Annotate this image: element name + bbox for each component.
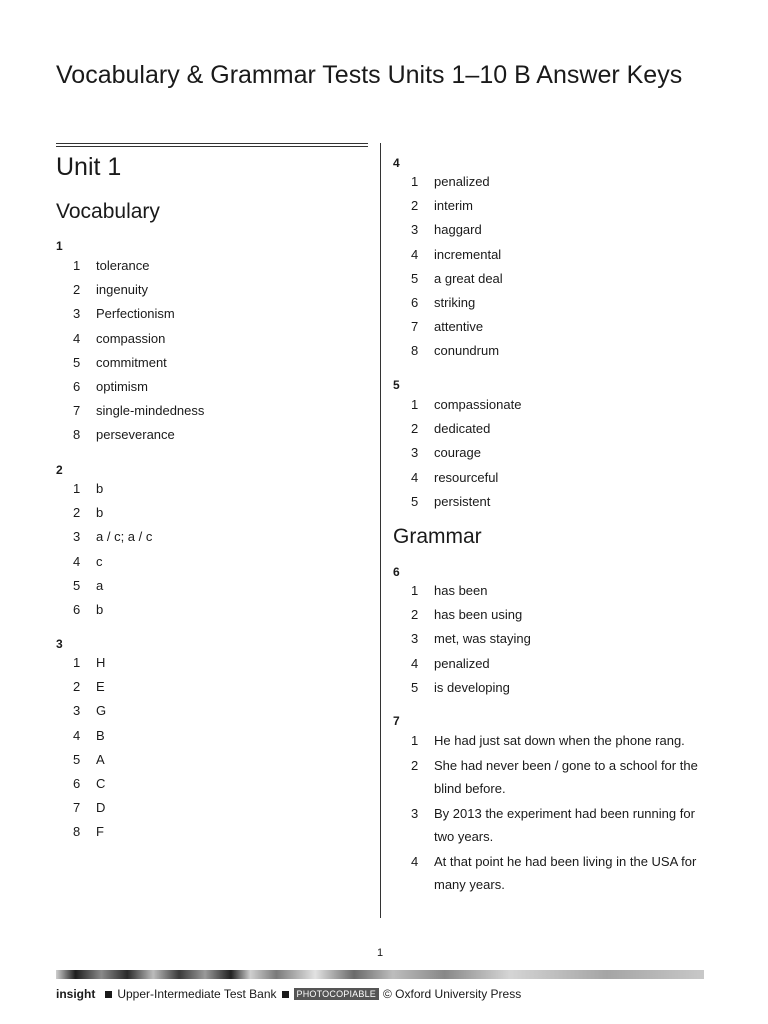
answer-item (73, 254, 363, 278)
answer-text: perseverance (96, 427, 175, 443)
answer-item (73, 278, 363, 302)
answer-text: c (96, 553, 103, 569)
answer-number: 5 (73, 354, 81, 370)
answer-text: optimism (96, 378, 149, 394)
answer-number: 2 (73, 505, 81, 521)
answer-number: 3 (411, 805, 419, 821)
answer-text: compassionate (434, 397, 522, 412)
answer-number: 1 (411, 397, 419, 412)
answer-item (411, 466, 711, 490)
question-number: 2 (56, 463, 63, 477)
answer-item (411, 339, 711, 363)
question-number: 3 (56, 637, 63, 651)
answer-item (411, 850, 711, 897)
answer-item (73, 772, 363, 796)
answer-text: E (96, 679, 105, 695)
answer-number: 2 (411, 757, 419, 773)
answer-text: has been using (434, 607, 523, 623)
answer-text: Perfectionism (96, 306, 175, 322)
answer-number: 1 (411, 174, 419, 189)
answer-number: 4 (73, 553, 81, 569)
answer-item (73, 525, 363, 549)
answer-item (73, 477, 363, 501)
answer-number: 2 (411, 421, 419, 437)
header-double-rule (56, 143, 368, 147)
footer-publisher: © Oxford University Press (383, 987, 522, 1001)
question-number: 5 (393, 378, 400, 392)
answer-number: 4 (73, 727, 81, 743)
answer-item (411, 754, 711, 801)
answer-item (73, 351, 363, 375)
answer-item (411, 243, 711, 267)
answer-text: single-mindedness (96, 403, 205, 419)
answer-number: 5 (411, 679, 419, 695)
answer-text: haggard (434, 222, 482, 238)
answer-text: H (96, 655, 106, 670)
page-number: 1 (376, 947, 384, 959)
answer-item (411, 267, 711, 291)
answer-item (73, 423, 363, 447)
square-bullet-icon (282, 991, 289, 998)
answer-number: 5 (73, 751, 81, 767)
answer-list (411, 579, 711, 700)
answer-text: G (96, 703, 107, 719)
answer-number: 5 (73, 577, 81, 593)
answer-number: 4 (411, 469, 419, 485)
answer-text: attentive (434, 319, 484, 335)
answer-number: 1 (411, 733, 419, 748)
answer-item (73, 699, 363, 723)
answer-item (73, 651, 363, 675)
answer-number: 8 (73, 427, 81, 443)
answer-item (411, 603, 711, 627)
answer-text: A (96, 751, 105, 767)
document-title: Vocabulary & Grammar Tests Units 1–10 B Answer Keys (56, 61, 683, 89)
answer-text: b (96, 601, 104, 617)
answer-item (73, 796, 363, 820)
answer-text: has been (434, 583, 488, 598)
answer-number: 6 (73, 775, 81, 791)
answer-item (411, 417, 711, 441)
answer-text: compassion (96, 330, 166, 346)
answer-number: 4 (411, 655, 419, 671)
answer-list (73, 477, 363, 622)
answer-text: incremental (434, 246, 502, 262)
answer-list (73, 254, 363, 448)
answer-text: resourceful (434, 469, 499, 485)
answer-text: is developing (434, 679, 510, 695)
answer-item (411, 652, 711, 676)
answer-item (411, 627, 711, 651)
answer-number: 5 (411, 493, 419, 509)
answer-item (411, 676, 711, 700)
footer-photo-strip (56, 970, 704, 979)
answer-text: tolerance (96, 258, 150, 273)
answer-item (73, 302, 363, 326)
answer-number: 2 (411, 607, 419, 623)
section-heading-vocabulary: Vocabulary (56, 200, 160, 223)
answer-text: She had never been / gone to a school for the blind before. (434, 757, 698, 796)
footer-brand: insight (56, 987, 96, 1001)
unit-title: Unit 1 (56, 153, 122, 181)
answer-number: 2 (73, 282, 81, 298)
answer-text: a / c; a / c (96, 529, 153, 545)
answer-text: a great deal (434, 270, 503, 286)
answer-item (411, 194, 711, 218)
answer-item (411, 393, 711, 417)
answer-text: b (96, 481, 104, 496)
answer-item (73, 327, 363, 351)
answer-number: 1 (73, 655, 81, 670)
answer-text: F (96, 824, 104, 840)
answer-text: At that point he had been living in the USA for many years. (434, 853, 697, 892)
answer-number: 1 (73, 258, 81, 273)
answer-item (411, 218, 711, 242)
answer-number: 6 (411, 294, 419, 310)
answer-text: commitment (96, 354, 167, 370)
answer-number: 3 (73, 529, 81, 545)
answer-text: D (96, 800, 106, 816)
answer-item (73, 748, 363, 772)
answer-list (411, 729, 711, 898)
footer-book-title: Upper-Intermediate Test Bank (117, 987, 277, 1001)
photocopiable-badge: PHOTOCOPIABLE (294, 988, 379, 1000)
answer-item (411, 315, 711, 339)
square-bullet-icon (105, 991, 112, 998)
answer-text: a (96, 577, 104, 593)
answer-number: 3 (411, 445, 419, 461)
answer-number: 2 (73, 679, 81, 695)
answer-item (73, 574, 363, 598)
answer-item (73, 399, 363, 423)
answer-item (73, 375, 363, 399)
answer-number: 5 (411, 270, 419, 286)
answer-text: penalized (434, 174, 490, 189)
answer-text: met, was staying (434, 631, 531, 647)
answer-item (411, 291, 711, 315)
answer-list (411, 170, 711, 364)
answer-number: 7 (73, 403, 81, 419)
answer-number: 3 (73, 703, 81, 719)
answer-list (411, 393, 711, 514)
answer-item (411, 490, 711, 514)
column-divider (380, 143, 381, 918)
answer-item (411, 802, 711, 849)
answer-number: 4 (411, 853, 419, 869)
answer-text: striking (434, 294, 476, 310)
answer-number: 6 (73, 601, 81, 617)
answer-item (411, 170, 711, 194)
answer-number: 7 (73, 800, 81, 816)
answer-text: penalized (434, 655, 490, 671)
answer-number: 4 (411, 246, 419, 262)
answer-number: 7 (411, 319, 419, 335)
answer-text: By 2013 the experiment had been running for two years. (434, 805, 695, 844)
answer-item (73, 820, 363, 844)
answer-text: ingenuity (96, 282, 149, 298)
answer-text: B (96, 727, 105, 743)
answer-number: 3 (73, 306, 81, 322)
question-number: 7 (393, 714, 400, 728)
answer-text: interim (434, 198, 474, 214)
answer-number: 2 (411, 198, 419, 214)
answer-number: 8 (73, 824, 81, 840)
answer-item (73, 598, 363, 622)
answer-item (73, 550, 363, 574)
answer-number: 6 (73, 378, 81, 394)
answer-text: b (96, 505, 104, 521)
answer-number: 4 (73, 330, 81, 346)
answer-text: persistent (434, 493, 491, 509)
answer-text: dedicated (434, 421, 491, 437)
answer-item (411, 579, 711, 603)
answer-number: 1 (73, 481, 81, 496)
answer-item (73, 675, 363, 699)
answer-item (73, 501, 363, 525)
answer-number: 8 (411, 343, 419, 359)
answer-item (411, 729, 711, 753)
question-number: 4 (393, 156, 400, 170)
answer-text: C (96, 775, 106, 791)
question-number: 1 (56, 239, 63, 253)
question-number: 6 (393, 565, 400, 579)
answer-text: conundrum (434, 343, 500, 359)
answer-number: 3 (411, 631, 419, 647)
answer-number: 3 (411, 222, 419, 238)
answer-item (73, 724, 363, 748)
answer-item (411, 441, 711, 465)
answer-list (73, 651, 363, 845)
answer-number: 1 (411, 583, 419, 598)
section-heading-grammar: Grammar (393, 525, 482, 548)
answer-text: courage (434, 445, 481, 461)
answer-text: He had just sat down when the phone rang. (434, 733, 685, 748)
footer (56, 987, 521, 1001)
